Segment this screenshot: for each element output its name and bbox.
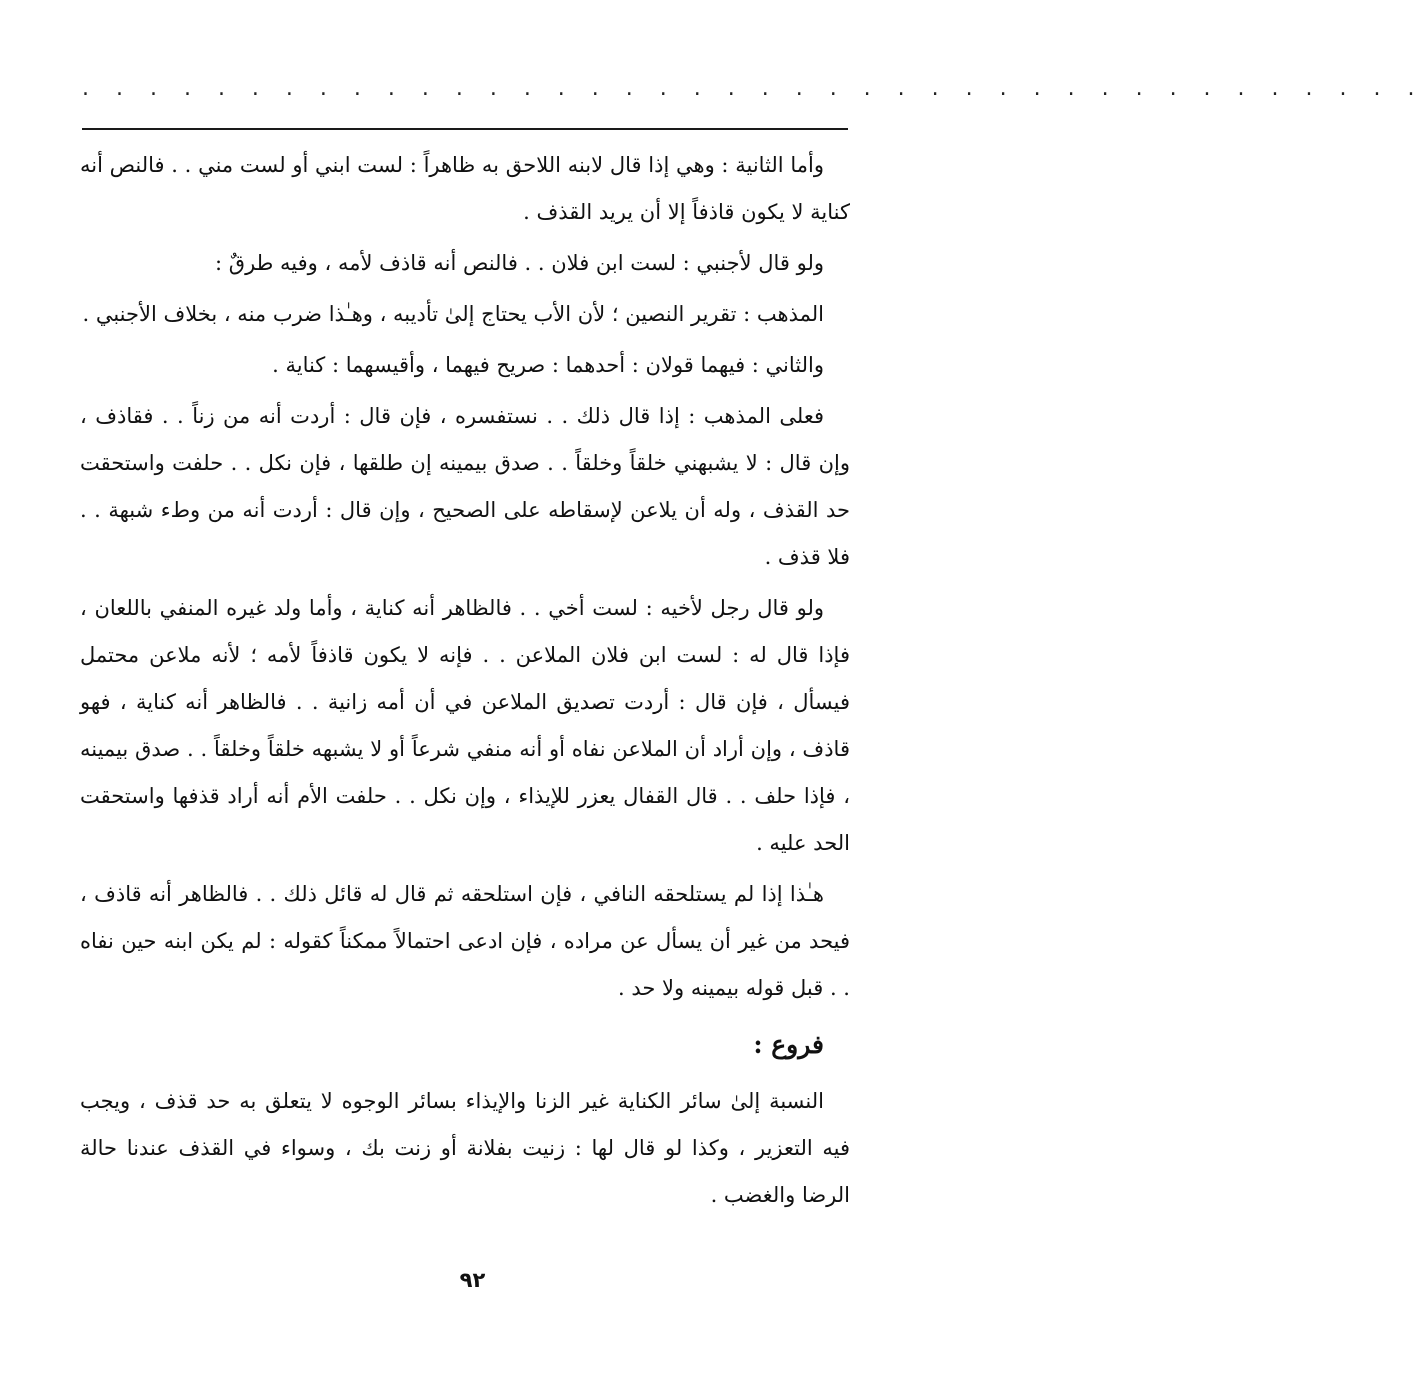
paragraph-5: فعلى المذهب : إذا قال ذلك . . نستفسره ، فإن قال : أردت أنه من زناً . . فقاذف ، وإن قال : لا يشبهني خلقاً وخلقاً . . صدق بيمينه إن طلقها ، فإن نكل . . حلفت واستحقت حد القذف ، وله أن يلاعن لإسقاطه على الصحيح ، وإن قال : أردت أنه من وطء شبهة . . فلا قذف . — [80, 404, 850, 569]
main-text — [80, 142, 850, 1219]
section-heading: فروع : — [753, 1030, 824, 1059]
section-paragraph: النسبة إلىٰ سائر الكناية غير الزنا والإيذاء بسائر الوجوه لا يتعلق به حد قذف ، ويجب فيه التعزير ، وكذا لو قال لها : زنيت بفلانة أو زنت بك ، وسواء في القذف عندنا حالة الرضا والغضب . — [80, 1089, 850, 1207]
paragraph-3: المذهب : تقرير النصين ؛ لأن الأب يحتاج إلىٰ تأديبه ، وهـٰذا ضرب منه ، بخلاف الأجنبي . — [82, 302, 824, 326]
paragraph-2: ولو قال لأجنبي : لست ابن فلان . . فالنص أنه قاذف لأمه ، وفيه طرقٌ : — [215, 251, 824, 275]
page-number: ٩٢ — [459, 1268, 486, 1292]
paragraph-7: هـٰذا إذا لم يستلحقه النافي ، فإن استلحقه ثم قال له قائل ذلك . . فالظاهر أنه قاذف ، فيحد من غير أن يسأل عن مراده ، فإن ادعى احتمالاً ممكناً كقوله : لم يكن ابنه حين نفاه . . قبل قوله بيمينه ولا حد . — [80, 882, 850, 1000]
paragraph-4: والثاني : فيهما قولان : أحدهما : صريح فيهما ، وأقيسهما : كناية . — [272, 353, 824, 377]
header-dotted-line: . . . . . . . . . . . . . . . . . . . . . . . . . . . . . . . . . . . . . . . . — [82, 76, 1424, 101]
header-rule — [82, 128, 848, 130]
paragraph-6: ولو قال رجل لأخيه : لست أخي . . فالظاهر أنه كناية ، وأما ولد غيره المنفي باللعان ، فإذا قال له : لست ابن فلان الملاعن . . فإنه لا يكون قاذفاً لأمه ؛ لأنه ملاعن محتمل فيسأل ، فإن قال : أردت تصديق الملاعن في أن أمه زانية . . فالظاهر أنه كناية ، فهو قاذف ، وإن أراد أن الملاعن نفاه أو أنه منفي شرعاً أو لا يشبهه خلقاً وخلقاً . . صدق بيمينه ، فإذا حلف . . قال القفال يعزر للإيذاء ، وإن نكل . . حلفت الأم أنه أراد قذفها واستحقت الحد عليه . — [80, 596, 850, 855]
paragraph-1: وأما الثانية : وهي إذا قال لابنه اللاحق به ظاهراً : لست ابني أو لست مني . . فالنص أنه كناية لا يكون قاذفاً إلا أن يريد القذف . — [80, 153, 850, 224]
